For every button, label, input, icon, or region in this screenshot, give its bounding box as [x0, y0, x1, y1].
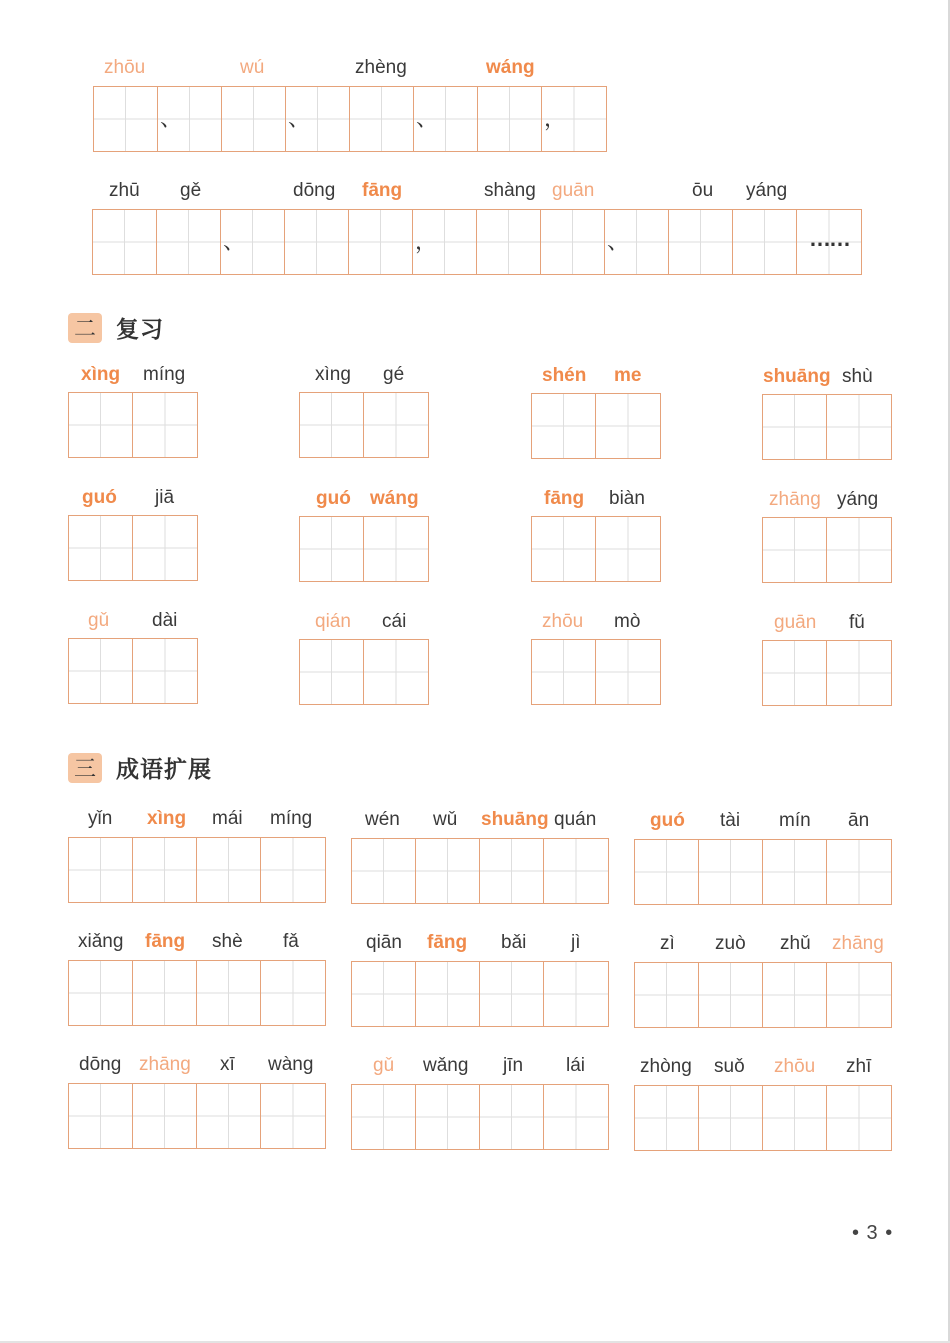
- writing-cell[interactable]: [158, 87, 222, 151]
- idiom-item: [351, 807, 609, 904]
- pinyin: quán: [554, 809, 597, 830]
- pinyin-row: [531, 609, 659, 637]
- writing-cell[interactable]: [544, 839, 608, 903]
- writing-cell[interactable]: [133, 1084, 197, 1148]
- pinyin: shù: [842, 366, 873, 387]
- writing-cell[interactable]: [133, 961, 197, 1025]
- pinyin-row: [351, 1053, 607, 1081]
- writing-cell[interactable]: [364, 517, 428, 581]
- name-list-row-2: [92, 178, 862, 275]
- writing-grid: [634, 1085, 892, 1151]
- writing-cell[interactable]: [827, 840, 891, 904]
- pinyin: zhū: [109, 180, 140, 201]
- writing-grid: [93, 86, 607, 152]
- pinyin-row: [351, 807, 607, 835]
- writing-cell[interactable]: [827, 518, 891, 582]
- writing-grid: [92, 209, 862, 275]
- pinyin: zì: [660, 933, 675, 954]
- writing-cell[interactable]: [699, 1086, 763, 1150]
- pinyin: míng: [270, 808, 313, 829]
- pinyin: jīn: [503, 1055, 524, 1076]
- pinyin: wú: [240, 57, 265, 78]
- writing-cell[interactable]: [133, 516, 197, 580]
- pinyin: yáng: [837, 489, 879, 510]
- writing-cell[interactable]: [300, 640, 364, 704]
- pinyin: mín: [779, 810, 811, 831]
- pinyin: mái: [212, 808, 243, 829]
- writing-cell[interactable]: [416, 839, 480, 903]
- pinyin: xiǎng: [78, 931, 124, 952]
- pinyin: xìng: [315, 364, 351, 385]
- section-number: 二: [68, 313, 102, 343]
- pinyin: wàng: [268, 1054, 314, 1075]
- pinyin: guó: [82, 487, 117, 508]
- idiom-item: [634, 1054, 892, 1151]
- pinyin-row: [68, 608, 196, 636]
- pinyin: zhōu: [104, 57, 146, 78]
- name-list-row-1: [93, 55, 607, 152]
- review-word: [68, 608, 198, 704]
- pinyin-row: [93, 55, 605, 83]
- review-word: [68, 362, 198, 458]
- writing-cell[interactable]: [480, 1085, 544, 1149]
- writing-cell[interactable]: [133, 393, 197, 457]
- writing-grid: [351, 1084, 609, 1150]
- pinyin: xìng: [147, 808, 187, 829]
- pinyin-row: [299, 609, 427, 637]
- review-word: [762, 364, 892, 460]
- section-2-heading: [68, 311, 164, 344]
- writing-cell[interactable]: [416, 1085, 480, 1149]
- pinyin: yáng: [746, 180, 788, 201]
- punctuation-mark: 、: [416, 106, 439, 131]
- punctuation-mark: ，: [544, 106, 567, 131]
- pinyin: wáng: [370, 488, 419, 509]
- section-title: 成语扩展: [116, 756, 212, 782]
- writing-cell[interactable]: [827, 1086, 891, 1150]
- pinyin-row: [68, 929, 324, 957]
- pinyin-row: [92, 178, 860, 206]
- pinyin: wǎng: [423, 1055, 469, 1076]
- pinyin: fāng: [362, 180, 403, 201]
- idiom-item: [68, 929, 326, 1026]
- writing-cell[interactable]: [827, 395, 891, 459]
- writing-cell[interactable]: [349, 210, 413, 274]
- pinyin: gě: [180, 180, 202, 201]
- pinyin: guó: [316, 488, 351, 509]
- writing-cell[interactable]: [532, 640, 596, 704]
- writing-cell[interactable]: [669, 210, 733, 274]
- writing-cell[interactable]: [763, 963, 827, 1027]
- pinyin: ān: [848, 810, 870, 831]
- pinyin: tài: [720, 810, 741, 831]
- writing-grid: [68, 392, 198, 458]
- writing-grid: [299, 516, 429, 582]
- pinyin: zhāng: [139, 1054, 191, 1075]
- writing-cell[interactable]: [300, 393, 364, 457]
- idiom-item: [68, 1052, 326, 1149]
- writing-grid: [68, 515, 198, 581]
- pinyin-row: [299, 362, 427, 390]
- writing-cell[interactable]: [261, 1084, 325, 1148]
- writing-cell[interactable]: [596, 640, 660, 704]
- pinyin: mò: [614, 611, 641, 632]
- pinyin: wén: [365, 809, 400, 830]
- writing-grid: [299, 392, 429, 458]
- pinyin: suǒ: [714, 1056, 745, 1077]
- pinyin: biàn: [609, 488, 645, 509]
- pinyin: dōng: [293, 180, 336, 201]
- writing-cell[interactable]: [197, 1084, 261, 1148]
- writing-cell[interactable]: [364, 393, 428, 457]
- idiom-item: [351, 1053, 609, 1150]
- writing-cell[interactable]: [596, 517, 660, 581]
- writing-cell[interactable]: [635, 963, 699, 1027]
- section-title: 复习: [116, 316, 164, 342]
- pinyin-row: [299, 486, 427, 514]
- writing-cell[interactable]: [635, 1086, 699, 1150]
- writing-cell[interactable]: [596, 394, 660, 458]
- writing-cell[interactable]: [827, 641, 891, 705]
- review-word: [299, 486, 429, 582]
- writing-cell[interactable]: [544, 1085, 608, 1149]
- writing-cell[interactable]: [261, 838, 325, 902]
- pinyin: qiān: [366, 932, 402, 953]
- writing-cell[interactable]: [69, 393, 133, 457]
- pinyin: fāng: [544, 488, 585, 509]
- pinyin: shàng: [484, 180, 536, 201]
- pinyin: guān: [552, 180, 595, 201]
- writing-cell[interactable]: [605, 210, 669, 274]
- writing-cell[interactable]: [541, 210, 605, 274]
- writing-grid: [762, 640, 892, 706]
- ellipsis-mark: ……: [809, 226, 849, 251]
- writing-cell[interactable]: [416, 962, 480, 1026]
- punctuation-mark: 、: [223, 229, 246, 254]
- writing-grid: [68, 960, 326, 1026]
- writing-cell[interactable]: [286, 87, 350, 151]
- writing-cell[interactable]: [69, 639, 133, 703]
- pinyin-row: [634, 931, 890, 959]
- pinyin: wáng: [486, 57, 535, 78]
- writing-cell[interactable]: [94, 87, 158, 151]
- pinyin: fǎ: [283, 931, 299, 952]
- writing-cell[interactable]: [797, 210, 861, 274]
- writing-cell[interactable]: [763, 840, 827, 904]
- writing-grid: [762, 394, 892, 460]
- writing-grid: [68, 837, 326, 903]
- section-3-heading: [68, 751, 212, 784]
- writing-cell[interactable]: [827, 963, 891, 1027]
- pinyin: lái: [566, 1055, 586, 1076]
- pinyin-row: [531, 486, 659, 514]
- writing-cell[interactable]: [480, 962, 544, 1026]
- review-word: [531, 486, 661, 582]
- review-word: [762, 487, 892, 583]
- writing-cell[interactable]: [413, 210, 477, 274]
- punctuation-mark: 、: [160, 106, 183, 131]
- writing-grid: [68, 1083, 326, 1149]
- writing-cell[interactable]: [221, 210, 285, 274]
- pinyin: jiā: [155, 487, 175, 508]
- writing-cell[interactable]: [352, 1085, 416, 1149]
- pinyin-row: [634, 808, 890, 836]
- writing-cell[interactable]: [261, 961, 325, 1025]
- pinyin: me: [614, 365, 642, 386]
- pinyin-row: [762, 487, 890, 515]
- pinyin: xī: [220, 1054, 235, 1075]
- writing-cell[interactable]: [477, 210, 541, 274]
- pinyin: shuāng: [481, 809, 549, 830]
- pinyin-row: [68, 1052, 324, 1080]
- idiom-item: [351, 930, 609, 1027]
- writing-cell[interactable]: [133, 838, 197, 902]
- writing-cell[interactable]: [532, 517, 596, 581]
- pinyin: jì: [571, 932, 581, 953]
- writing-cell[interactable]: [763, 395, 827, 459]
- writing-cell[interactable]: [364, 640, 428, 704]
- writing-grid: [531, 639, 661, 705]
- writing-cell[interactable]: [133, 639, 197, 703]
- review-word: [299, 609, 429, 705]
- pinyin-row: [68, 485, 196, 513]
- pinyin: qián: [315, 611, 351, 632]
- review-word: [531, 363, 661, 459]
- writing-cell[interactable]: [222, 87, 286, 151]
- writing-cell[interactable]: [763, 1086, 827, 1150]
- pinyin: zhòng: [640, 1056, 692, 1077]
- pinyin-row: [68, 362, 196, 390]
- writing-cell[interactable]: [157, 210, 221, 274]
- pinyin: míng: [143, 364, 186, 385]
- pinyin: fāng: [145, 931, 186, 952]
- writing-cell[interactable]: [544, 962, 608, 1026]
- writing-cell[interactable]: [414, 87, 478, 151]
- writing-grid: [531, 393, 661, 459]
- section-number: 三: [68, 753, 102, 783]
- pinyin: bǎi: [501, 932, 527, 953]
- pinyin: cái: [382, 611, 407, 632]
- review-word: [299, 362, 429, 458]
- writing-cell[interactable]: [69, 838, 133, 902]
- idiom-item: [68, 806, 326, 903]
- pinyin: zhǔ: [780, 933, 811, 954]
- pinyin-row: [634, 1054, 890, 1082]
- pinyin: zhī: [846, 1056, 872, 1077]
- writing-cell[interactable]: [352, 839, 416, 903]
- writing-cell[interactable]: [635, 840, 699, 904]
- writing-cell[interactable]: [350, 87, 414, 151]
- writing-cell[interactable]: [69, 516, 133, 580]
- pinyin: wǔ: [433, 809, 458, 830]
- pinyin: gé: [383, 364, 405, 385]
- idiom-item: [634, 931, 892, 1028]
- writing-cell[interactable]: [763, 641, 827, 705]
- pinyin: dōng: [79, 1054, 122, 1075]
- pinyin-row: [531, 363, 659, 391]
- writing-cell[interactable]: [93, 210, 157, 274]
- pinyin-row: [762, 610, 890, 638]
- writing-cell[interactable]: [733, 210, 797, 274]
- writing-cell[interactable]: [699, 963, 763, 1027]
- writing-cell[interactable]: [69, 1084, 133, 1148]
- punctuation-mark: ，: [415, 229, 438, 254]
- punctuation-mark: 、: [288, 106, 311, 131]
- pinyin: dài: [152, 610, 178, 631]
- writing-cell[interactable]: [285, 210, 349, 274]
- pinyin: zhōu: [542, 611, 584, 632]
- writing-cell[interactable]: [480, 839, 544, 903]
- writing-grid: [299, 639, 429, 705]
- idiom-item: [634, 808, 892, 905]
- writing-cell[interactable]: [300, 517, 364, 581]
- review-word: [68, 485, 198, 581]
- pinyin: gǔ: [373, 1055, 395, 1076]
- writing-cell[interactable]: [478, 87, 542, 151]
- writing-grid: [762, 517, 892, 583]
- pinyin: zhōu: [774, 1056, 816, 1077]
- pinyin: guó: [650, 810, 685, 831]
- writing-cell[interactable]: [197, 961, 261, 1025]
- pinyin: zhāng: [832, 933, 884, 954]
- writing-grid: [531, 516, 661, 582]
- writing-cell[interactable]: [69, 961, 133, 1025]
- pinyin-row: [68, 806, 324, 834]
- writing-cell[interactable]: [197, 838, 261, 902]
- pinyin: gǔ: [88, 610, 110, 631]
- pinyin-row: [762, 364, 890, 392]
- writing-grid: [351, 961, 609, 1027]
- pinyin: zuò: [715, 933, 746, 954]
- pinyin: guān: [774, 612, 817, 633]
- pinyin: ōu: [692, 180, 714, 201]
- pinyin: zhāng: [769, 489, 821, 510]
- writing-cell[interactable]: [699, 840, 763, 904]
- writing-grid: [634, 962, 892, 1028]
- writing-cell[interactable]: [763, 518, 827, 582]
- pinyin: xìng: [81, 364, 121, 385]
- writing-cell[interactable]: [532, 394, 596, 458]
- pinyin: shén: [542, 365, 587, 386]
- review-word: [762, 610, 892, 706]
- pinyin: yǐn: [88, 808, 113, 829]
- pinyin: fǔ: [849, 612, 865, 633]
- writing-grid: [68, 638, 198, 704]
- writing-cell[interactable]: [542, 87, 606, 151]
- pinyin-row: [351, 930, 607, 958]
- writing-cell[interactable]: [352, 962, 416, 1026]
- writing-grid: [634, 839, 892, 905]
- writing-grid: [351, 838, 609, 904]
- pinyin: shè: [212, 931, 243, 952]
- pinyin: fāng: [427, 932, 468, 953]
- punctuation-mark: 、: [607, 229, 630, 254]
- pinyin: shuāng: [763, 366, 831, 387]
- page-number: • 3 •: [852, 1222, 894, 1244]
- review-word: [531, 609, 661, 705]
- pinyin: zhèng: [355, 57, 407, 78]
